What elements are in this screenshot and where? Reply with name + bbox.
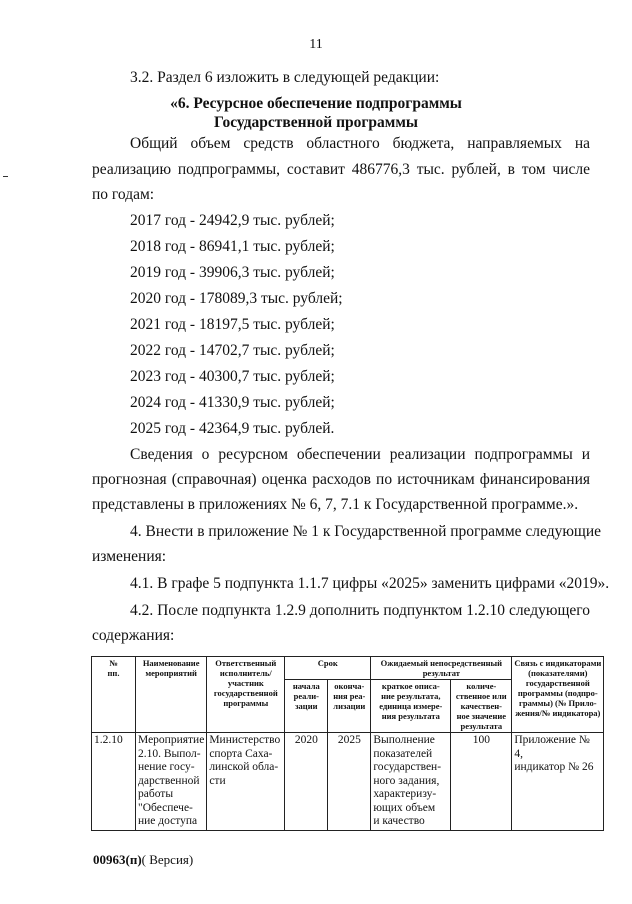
section-title-line-2: Государственной программы	[214, 114, 418, 131]
item-3-2: 3.2. Раздел 6 изложить в следующей редакции:	[130, 69, 440, 86]
header-name: Наименование мероприятий	[136, 657, 207, 733]
item-4-2-line-1: 4.2. После подпункта 1.2.9 дополнить подпунктом 1.2.10 следующего	[130, 602, 590, 619]
cell-name: Мероприятие 2.10. Выпол- нение госу- дарственной работы "Обеспече- ние доступа	[136, 733, 207, 831]
margin-mark	[3, 176, 8, 177]
header-result-description: краткое описа- ние результата, единица измере- ния результата	[371, 680, 451, 733]
year-budget-line: 2017 год - 24942,9 тыс. рублей;	[130, 212, 335, 229]
item-4-line-1: 4. Внести в приложение № 1 к Государственной программе следующие	[130, 523, 602, 540]
table-header-row	[92, 657, 604, 680]
cell-indicator-link: Приложение № 4, индикатор № 26	[512, 733, 604, 831]
header-executor: Ответственный исполнитель/ участник государственной программы	[207, 657, 285, 733]
budget-paragraph-line-1: Общий объем средств областного бюджета, направляемых на	[130, 135, 590, 152]
year-budget-line: 2023 год - 40300,7 тыс. рублей;	[130, 368, 335, 385]
document-code: 00963(п)	[93, 852, 142, 867]
info-paragraph-line-3: представлены в приложениях № 6, 7, 7.1 к Государственной программе.».	[92, 496, 579, 513]
header-num: № пп.	[92, 657, 136, 733]
info-paragraph-line-1: Сведения о ресурсном обеспечении реализации подпрограммы и	[130, 446, 590, 463]
year-budget-line: 2019 год - 39906,3 тыс. рублей;	[130, 264, 335, 281]
header-indicator-link: Связь с индикаторами (показателями) государственной программы (подпро- граммы) (№ Прило- жения/№ индикатора)	[512, 657, 604, 733]
year-budget-line: 2024 год - 41330,9 тыс. рублей;	[130, 394, 335, 411]
year-budget-line: 2025 год - 42364,9 тыс. рублей.	[130, 420, 335, 437]
version-label: ( Версия)	[141, 852, 194, 867]
header-result-value: количе- ственное или качествен- ное значение результата	[451, 680, 512, 733]
budget-paragraph-line-3: по годам:	[92, 186, 155, 203]
cell-result-value: 100	[451, 733, 512, 831]
table-row	[92, 733, 604, 831]
cell-executor: Министерство спорта Саха- линской обла- сти	[207, 733, 285, 831]
year-budget-line: 2022 год - 14702,7 тыс. рублей;	[130, 342, 335, 359]
year-budget-line: 2020 год - 178089,3 тыс. рублей;	[130, 290, 343, 307]
item-4-1: 4.1. В графе 5 подпункта 1.1.7 цифры «2025» заменить цифрами «2019».	[130, 575, 610, 592]
year-budget-line: 2018 год - 86941,1 тыс. рублей;	[130, 238, 335, 255]
header-expected-result: Ожидаемый непосредственный результат	[371, 657, 512, 680]
page-number: 11	[309, 37, 323, 52]
year-budget-line: 2021 год - 18197,5 тыс. рублей;	[130, 316, 335, 333]
item-4-line-2: изменения:	[92, 548, 167, 565]
measures-table	[91, 656, 604, 831]
cell-result-description: Выполнение показателей государствен- ного задания, характеризу- ющих объем и качество	[371, 733, 451, 831]
footer	[93, 852, 193, 868]
header-term: Срок	[285, 657, 371, 680]
cell-num: 1.2.10	[92, 733, 136, 831]
header-term-start: начала реали- зации	[285, 680, 328, 733]
budget-paragraph-line-2: реализацию подпрограммы, составит 486776,3 тыс. рублей, в том числе	[92, 161, 590, 178]
cell-end: 2025	[328, 733, 371, 831]
section-title-line-1: «6. Ресурсное обеспечение подпрограммы	[170, 95, 462, 112]
info-paragraph-line-2: прогнозная (справочная) оценка расходов по источникам финансирования	[92, 471, 590, 488]
item-4-2-line-2: содержания:	[92, 627, 175, 644]
header-term-end: оконча- ния реа- лизации	[328, 680, 371, 733]
cell-start: 2020	[285, 733, 328, 831]
